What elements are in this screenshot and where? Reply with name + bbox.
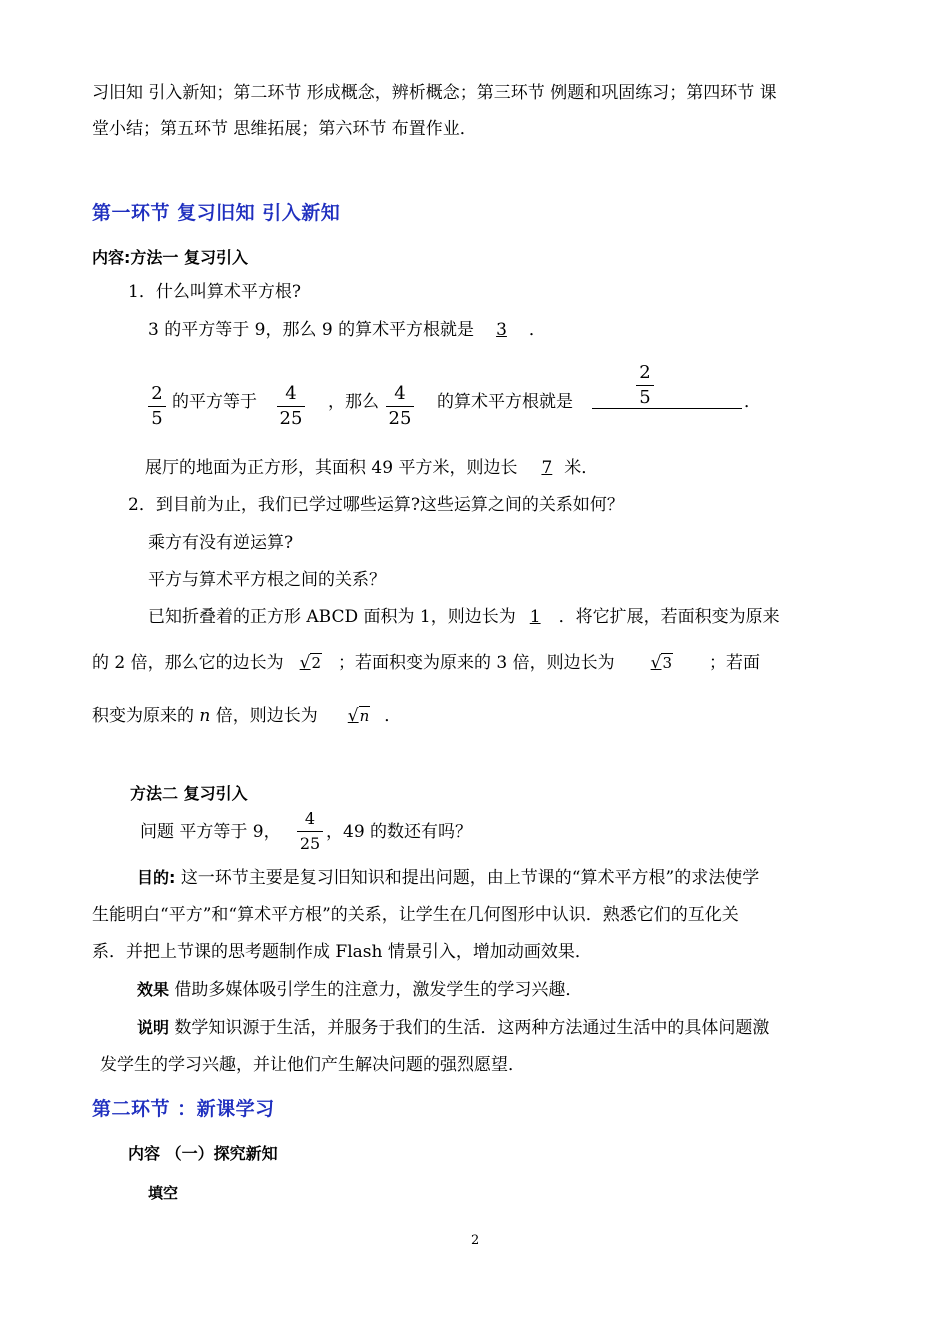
note-label: 说明 — [137, 1018, 170, 1037]
sqrt-radicand: n — [359, 707, 370, 725]
method-2-question: 问题 平方等于 9， — [140, 822, 281, 842]
q2-line-3-mid: 倍，则边长为 — [215, 706, 318, 726]
q2-line-2-text: 的 2 倍，那么它的边长为 — [92, 653, 284, 673]
fraction-numerator: 2 — [151, 383, 163, 404]
q1-line-2-c: 的算术平方根就是 — [437, 392, 573, 412]
q1-line-3-answer: 7 — [541, 458, 553, 478]
fraction-4-25 — [277, 383, 305, 430]
sqrt-2-answer: √2 — [299, 653, 322, 673]
q2-sub-1: 乘方有没有逆运算? — [148, 533, 294, 553]
q1-line-3-end: 米． — [564, 458, 599, 478]
question-2: 2．到目前为止，我们已学过哪些运算?这些运算之间的关系如何？ — [128, 495, 624, 515]
q2-sub-2: 平方与算术平方根之间的关系？ — [148, 570, 386, 590]
fraction-numerator: 4 — [304, 809, 316, 828]
section-2-content-label: 内容 （一）探究新知 — [128, 1144, 278, 1163]
q2-sub-3-text: 已知折叠着的正方形 ABCD 面积为 1，则边长为 — [148, 607, 516, 627]
variable-n: n — [199, 706, 211, 726]
intro-line-2: 堂小结；第五环节 思维拓展；第六环节 布置作业． — [92, 119, 477, 139]
sqrt-radicand: 3 — [662, 654, 673, 672]
fraction-denominator: 25 — [388, 408, 412, 429]
fraction-2-5-answer — [636, 362, 654, 409]
purpose-text: 这一环节主要是复习旧知识和提出问题，由上节课的“算术平方根”的求法使学 — [180, 868, 760, 888]
q2-line-3-text: 积变为原来的 — [92, 706, 194, 726]
fraction-denominator: 5 — [151, 408, 163, 429]
fraction-4-25 — [386, 383, 414, 430]
question-1: 1．什么叫算术平方根? — [128, 282, 301, 302]
fraction-numerator: 2 — [639, 362, 651, 383]
q2-line-2 — [92, 651, 760, 675]
page-number: 2 — [471, 1233, 480, 1248]
q1-line-2-b: ，那么 — [328, 392, 379, 412]
sqrt-3-answer: √3 — [650, 653, 673, 673]
fraction-denominator: 25 — [299, 834, 321, 853]
fraction-denominator: 25 — [279, 408, 303, 429]
q2-sub-3-answer: 1 — [529, 607, 541, 627]
q2-line-2-mid: ；若面积变为原来的 3 倍，则边长为 — [338, 653, 615, 673]
q1-line-1 — [148, 318, 546, 342]
fraction-2-5 — [148, 383, 166, 430]
purpose-line-2: 生能明白“平方”和“算术平方根”的关系，让学生在几何图形中认识．熟悉它们的互化关 — [92, 905, 739, 925]
q2-line-2-end: ；若面 — [709, 653, 761, 673]
note-line-1 — [137, 1016, 769, 1040]
fraction-numerator: 4 — [285, 383, 297, 404]
note-text: 数学知识源于生活，并服务于我们的生活．这两种方法通过生活中的具体问题激 — [174, 1018, 770, 1038]
purpose-line-3: 系．并把上节课的思考题制作成 Flash 情景引入，增加动画效果． — [92, 942, 592, 962]
intro-line-1: 习旧知 引入新知；第二环节 形成概念，辨析概念；第三环节 例题和巩固练习；第四环节 课 — [92, 83, 777, 103]
fraction-denominator: 5 — [639, 387, 651, 408]
section-1-content-label: 内容:方法一 复习引入 — [92, 248, 248, 267]
q2-line-3-end: ． — [384, 706, 402, 726]
q2-sub-3-end: ．将它扩展，若面积变为原来 — [558, 607, 780, 627]
purpose-label: 目的: — [137, 868, 176, 887]
q1-line-1-text: 3 的平方等于 9，那么 9 的算术平方根就是 — [148, 320, 475, 340]
note-line-2: 发学生的学习兴趣，并让他们产生解决问题的强烈愿望． — [100, 1055, 525, 1075]
sqrt-radicand: 2 — [311, 654, 322, 672]
q1-line-1-end: ． — [528, 320, 546, 340]
q2-sub-3 — [148, 605, 780, 629]
effect-text: 借助多媒体吸引学生的注意力，激发学生的学习兴趣． — [174, 980, 583, 1000]
q1-line-3 — [145, 456, 598, 480]
fraction-4-25 — [297, 808, 323, 855]
q1-line-2-a: 的平方等于 — [172, 392, 257, 412]
method-2-question-end: ，49 的数还有吗？ — [326, 822, 473, 842]
fraction-numerator: 4 — [394, 383, 406, 404]
q1-line-3-text: 展厅的地面为正方形，其面积 49 平方米，则边长 — [145, 458, 518, 478]
section-1-title: 第一环节 复习旧知 引入新知 — [92, 202, 341, 224]
answer-underline — [592, 408, 742, 409]
method-2-title: 方法二 复习引入 — [130, 784, 248, 803]
effect-line — [137, 978, 582, 1002]
q1-line-1-answer: 3 — [496, 320, 507, 340]
fill-blank-label: 填空 — [148, 1184, 179, 1202]
q1-line-2-end: ． — [744, 392, 761, 412]
section-2-title: 第二环节 ：新课学习 — [92, 1098, 275, 1120]
q2-line-3 — [92, 704, 401, 728]
sqrt-n-answer: √n — [347, 706, 370, 726]
purpose-line-1 — [137, 866, 759, 890]
effect-label: 效果 — [137, 980, 170, 999]
